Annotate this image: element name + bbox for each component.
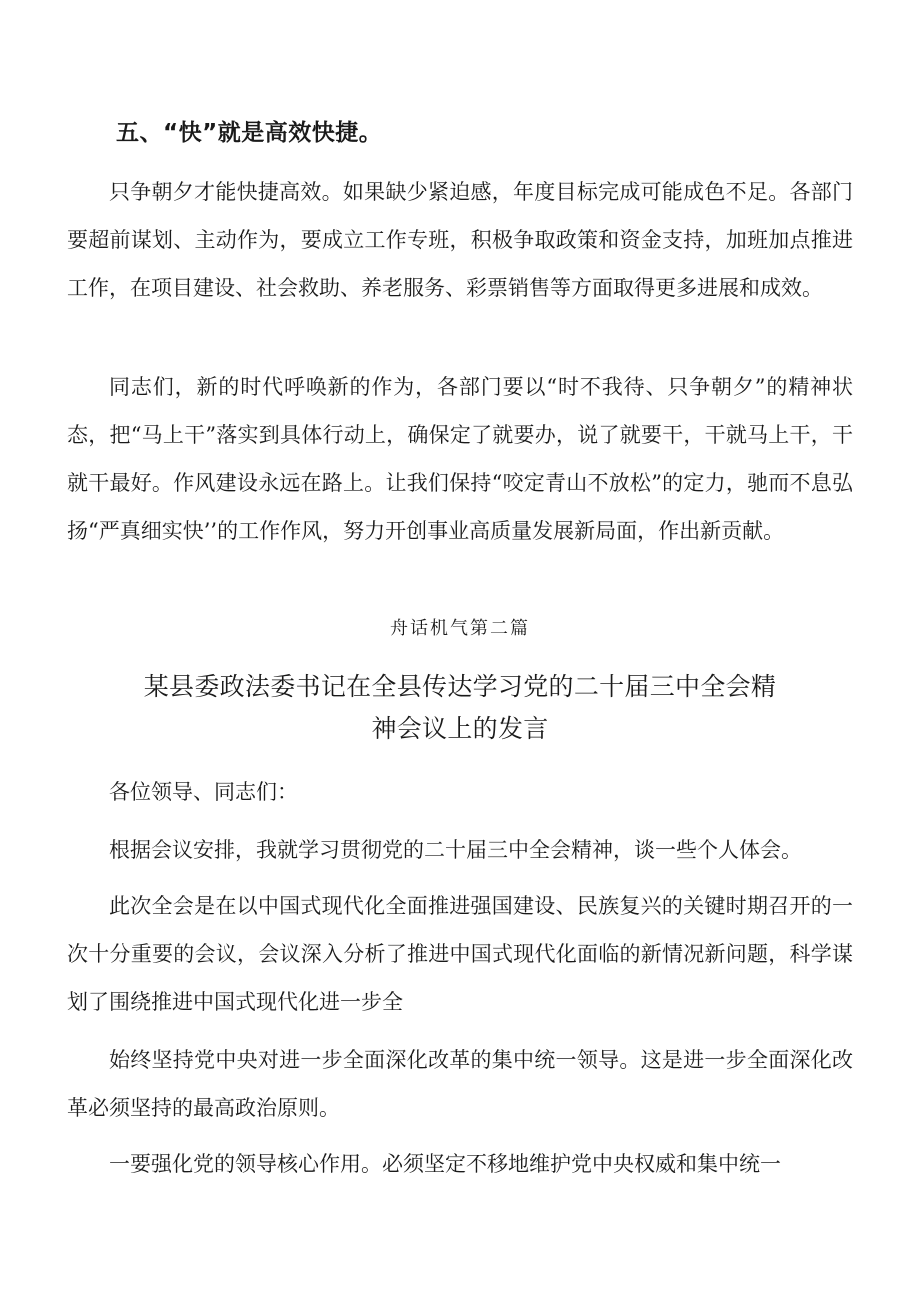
paragraph-text: 始终坚持党中央对进一步全面深化改革的集中统一领导。这是进一步全面深化改革必须坚持的最高政治原则。 bbox=[67, 1048, 853, 1120]
salutation bbox=[67, 768, 853, 818]
section-heading: 五、“快”就是高效快捷。 bbox=[116, 120, 383, 146]
body-paragraph bbox=[67, 826, 853, 876]
document-title bbox=[110, 666, 810, 750]
body-paragraph bbox=[67, 1140, 853, 1190]
section-label: 舟话机气第二篇 bbox=[390, 618, 530, 639]
body-paragraph bbox=[67, 168, 853, 368]
paragraph-text: 此次全会是在以中国式现代化全面推进强国建设、民族复兴的关键时期召开的一次十分重要的会议，会议深入分析了推进中国式现代化面临的新情况新问题，科学谋划了围绕推进中国式现代化进一步全 bbox=[67, 894, 853, 1014]
paragraph-text: 只争朝夕才能快捷高效。如果缺少紧迫感，年度目标完成可能成色不足。各部门要超前谋划、主动作为，要成立工作专班，积极争取政策和资金支持，加班加点推进工作，在项目建设、社会救助、养老服务、彩票销售等方面取得更多进展和成效。 bbox=[67, 180, 853, 300]
paragraph-text: 一要强化党的领导核心作用。必须坚定不移地维护党中央权威和集中统一 bbox=[109, 1152, 781, 1176]
title-line: 某县委政法委书记在全县传达学习党的二十届三中全会精 bbox=[143, 672, 777, 701]
closing-paragraph bbox=[67, 363, 853, 613]
paragraph-text: 同志们，新的时代呼唤新的作为，各部门要以“时不我待、只争朝夕”的精神状态，把“马上干”落实到具体行动上，确保定了就要办，说了就要干，干就马上干，干就干最好。作风建设永远在路上。让我们保持“咬定青山不放松”的定力，驰而不息弘扬“严真细实快’’的工作作风，努力开创事业高质量发展新局面，作出新贡献。 bbox=[67, 375, 853, 543]
salutation-text: 各位领导、同志们： bbox=[109, 780, 298, 804]
body-paragraph bbox=[67, 1036, 853, 1136]
title-line: 神会议上的发言 bbox=[371, 714, 549, 743]
body-paragraph bbox=[67, 882, 853, 1032]
paragraph-text: 根据会议安排，我就学习贯彻党的二十届三中全会精神，谈一些个人体会。 bbox=[109, 838, 802, 862]
